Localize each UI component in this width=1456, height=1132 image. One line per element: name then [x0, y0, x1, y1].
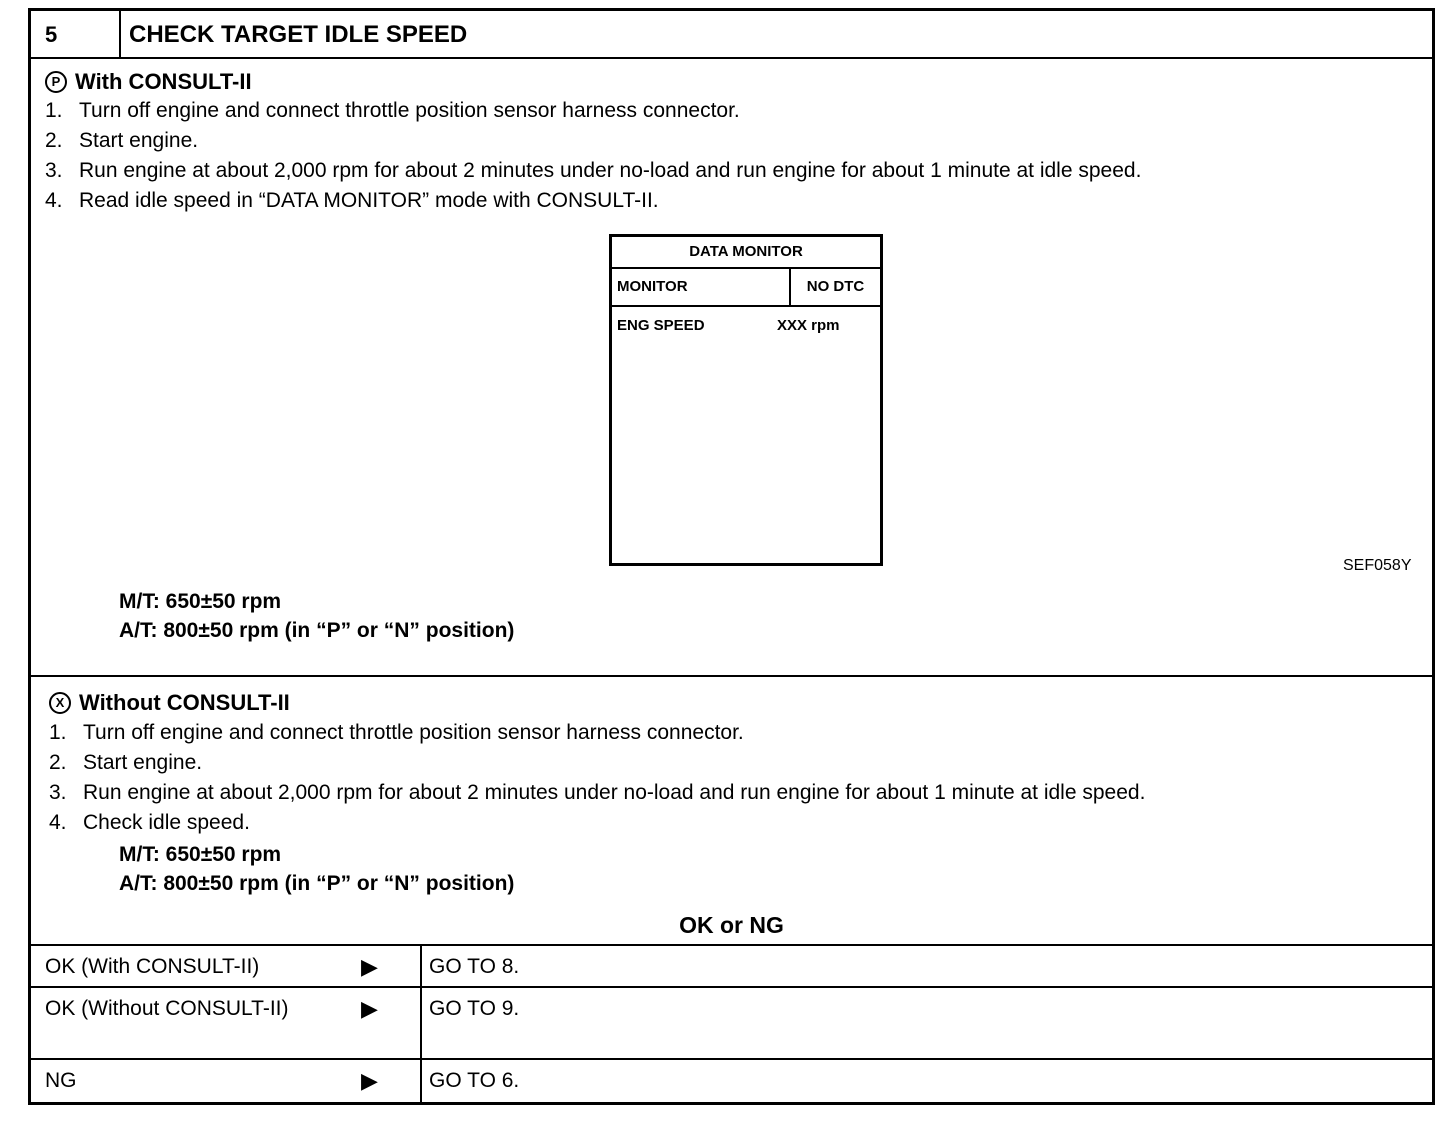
section-divider	[31, 675, 1432, 677]
list-item: 3. Run engine at about 2,000 rpm for about 2 minutes under no-load and run engine for about 1 minute at idle speed.	[49, 781, 1146, 804]
spec-mt: M/T: 650±50 rpm	[119, 590, 282, 613]
procedure-box	[28, 8, 1435, 1105]
result-row-ng	[31, 1058, 1432, 1102]
step-title: CHECK TARGET IDLE SPEED	[129, 21, 468, 48]
ok-ng-prompt: OK or NG	[679, 912, 784, 938]
monitor-status: NO DTC	[806, 278, 865, 295]
spec-mt-2: M/T: 650±50 rpm	[119, 843, 282, 866]
figure-reference: SEF058Y	[1343, 557, 1412, 574]
monitor-title: DATA MONITOR	[612, 237, 880, 269]
monitor-col-label: MONITOR	[612, 269, 791, 305]
list-item: 1. Turn off engine and connect throttle position sensor harness connector.	[45, 99, 740, 122]
with-consult-steps	[45, 96, 1141, 216]
eng-speed-label: ENG SPEED	[617, 317, 705, 334]
list-item: 1. Turn off engine and connect throttle position sensor harness connector.	[49, 721, 744, 744]
monitor-header-row	[612, 269, 880, 307]
without-consult-steps	[49, 718, 1145, 838]
result-condition: OK (With CONSULT-II)	[45, 955, 260, 978]
list-item: 4. Read idle speed in “DATA MONITOR” mode with CONSULT-II.	[45, 189, 659, 212]
spec-at: A/T: 800±50 rpm (in “P” or “N” position)	[119, 619, 515, 642]
step-number: 5	[31, 11, 121, 57]
result-condition: OK (Without CONSULT-II)	[45, 997, 289, 1020]
result-action[interactable]: GO TO 8.	[429, 955, 520, 978]
without-consult-heading	[49, 690, 290, 716]
arrow-right-icon: ▶	[361, 954, 378, 979]
result-condition: NG	[45, 1069, 77, 1092]
with-consult-heading	[45, 69, 252, 95]
list-item: 4. Check idle speed.	[49, 811, 250, 834]
spec-at-2: A/T: 800±50 rpm (in “P” or “N” position)	[119, 872, 515, 895]
result-action[interactable]: GO TO 6.	[429, 1069, 520, 1092]
result-row-ok-with	[31, 944, 1432, 986]
data-monitor-screen	[609, 234, 883, 566]
without-consult-label: Without CONSULT-II	[79, 690, 290, 715]
monitor-data-row	[612, 307, 880, 334]
arrow-right-icon: ▶	[361, 1068, 378, 1093]
consult-icon: P	[45, 71, 67, 93]
eng-speed-value: XXX rpm	[777, 317, 840, 334]
result-action[interactable]: GO TO 9.	[429, 997, 520, 1020]
list-item: 2. Start engine.	[49, 751, 203, 774]
with-consult-label: With CONSULT-II	[75, 69, 252, 94]
list-item: 3. Run engine at about 2,000 rpm for about 2 minutes under no-load and run engine for about 1 minute at idle speed.	[45, 159, 1142, 182]
list-item: 2. Start engine.	[45, 129, 199, 152]
result-row-ok-without	[31, 986, 1432, 1058]
table-divider	[420, 944, 422, 1102]
arrow-right-icon: ▶	[361, 996, 378, 1021]
no-tools-icon: X	[49, 692, 71, 714]
step-header	[31, 11, 1432, 59]
